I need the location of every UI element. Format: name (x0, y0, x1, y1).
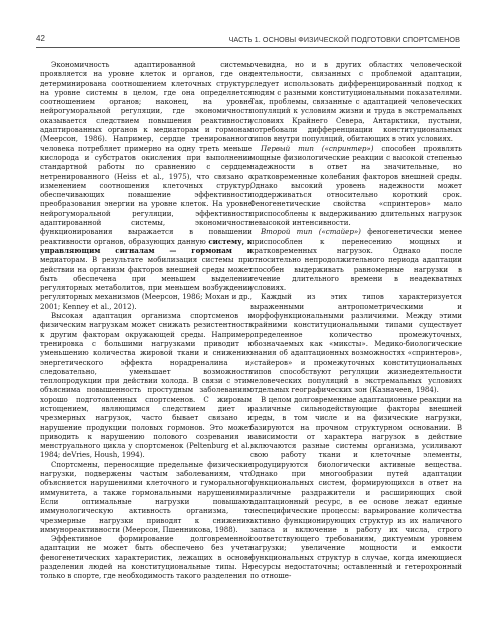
right-column (250, 60, 462, 581)
paragraph-text: способен проявлять мощные физиологические реакции с высокой степенью надежности в ответ на значительные, но кратковременные колебания факторов внешней среды. Однако высокий уровень надежности может поддерживаться относительно короткий срок. Феногенетические свойства «спринтеров» мало приспособлены к выдерживанию длительных нагрузок невысокой интенсивности. (250, 143, 463, 228)
header-rule (36, 47, 460, 48)
left-column (40, 60, 252, 581)
paragraph: Спортсмены, переносящие предельные физические нагрузки, подвержены частым заболеваниям, что объясняется нарушениями клеточного и гуморального иммунитета, а также гормональными нарушениями. Если оптимальные нагрузки повышают иммунологическую активность организма, то чрезмерные нагрузки приводят к снижению иммунореактивности (Меерсон, Пшенникова, 1988). (40, 459, 252, 534)
paragraph: Эффективное формирование долговременной адаптации не может быть обеспечено без учета феногенетических характеристик, лежащих в основе разделения людей на конституциональные типы. Не только в спорте, где необходимость такого разделения (40, 534, 252, 581)
type-heading: Второй тип («стайер») (261, 227, 361, 237)
emphasized-text: систему, к управляющим сигналам — гормонам и (40, 236, 252, 255)
paragraph (250, 144, 462, 228)
page-header (36, 34, 460, 48)
paragraph (40, 60, 252, 311)
type-heading: Первый тип («спринтер») (261, 143, 374, 153)
paragraph-text: феногенетически менее приспособлен к перенесению мощных и кратковременных нагрузок. Однако после относительно непродолжительного периода адаптации способен выдерживать равномерные нагрузки в течение длительного времени в неадекватных условиях. (250, 227, 462, 293)
paragraph: Каждый из этих типов характеризуется выраженными антропометрическими и морфофункциональными различиями. Между этими крайними конституциональными типами существует определенное количество промежуточных, обозначаемых как «миксты». Медико-биологические знания об адаптационных возможностях «спринтеров», «стайеров» и промежуточных конституциональных типов способствуют регуляции жизнедеятельности человеческих популяций в экстремальных условиях отдельных географических зон (Казначеев, 1984). (250, 292, 462, 395)
paragraph (250, 227, 462, 292)
paragraph: очевидна, но и в других областях человеческой деятельности, связанных с проблемой адаптации, следует использовать дифференцированный подход к людям с разными конституциональными показателями. Так, проблемы, связанные с адаптацией человеческих популяций к условиям жизни и труда в экстремальных условиях Крайнего Севера, Антарктики, пустыни, потребовали дифференциации конституциональных типов внутри популяций, обитающих в этих условиях. (250, 60, 462, 144)
running-head: ЧАСТЬ 1. ОСНОВЫ ФИЗИЧЕСКОЙ ПОДГОТОВКИ СПОРТСМЕНОВ (228, 35, 460, 44)
paragraph-text: медиаторам. В результате мобилизация системы при действии на организм факторов внешней среды может быть обеспечена при меньшем выделении регуляторных метаболитов, при меньшем возбуждении регуляторных механизмов (Меерсон, 1986; Мохан и др., 2001; Kenney et al., 2012). (40, 255, 252, 311)
page-number: 42 (36, 34, 45, 43)
paragraph: В целом долговременные адаптационные реакции на различные сильнодействующие факторы внешней среды, в том числе и на физические нагрузки, базируются на прочном структурном основании. В зависимости от характера нагрузок в действие включаются разные системы организма, усиливают свою работу ткани и клеточные элементы, продуцируются биологически активные вещества. Однако при многообразии путей адаптации функциональных систем, формирующихся в ответ на различные раздражители и расширяющих свой адаптационный ресурс, в ее основе лежат единые неспецифические процессы: варьирование количества активно функционирующих структур из их наличного запаса и включение в работу их числа, строго соответствующего требованиям, диктуемым уровнем нагрузки; увеличение мощности и емкости функциональных структур в случае, когда имеющиеся ресурсы недостаточны; оставленный и гетерохронный по отноше- (250, 394, 462, 581)
paragraph: Высокая адаптация организма спортсменов к физическим нагрузкам может снижать резистентность к другим факторам окружающей среды. Например, тренировка с большими нагрузками приводит к уменьшению количества жировой ткани и снижению энергетического эффекта норадреналина и, следовательно, уменьшает возможность теплопродукции при действии холода. В связи с этим объяснима повышенность простудным заболеваниям хорошо подготовленных спортсменов. С жировым истощением, являющимся следствием диет и чрезмерных нагрузок, часто бывает связано и нарушение продукции половых гормонов. Это может приводить к нарушению полового созревания и менструального цикла у спортсменок (Peltenburg et al., 1984; deVries, Housh, 1994). (40, 311, 252, 460)
paragraph-text: Экономичность адаптированной системы проявляется на уровне клеток и органов, где она детерминирована соотношением клеточных структур; на уровне системы в целом, где она определяется соотношением органов; наконец, на уровне нейрогуморальной регуляции, где экономичность оказывается следствием повышения реактивности адаптированных органов к медиаторам и гормонам (Меерсон, 1986). Например, сердце тренированного человека потребляет примерно на одну треть меньше кислорода и субстратов окисления при выполнении стандартной работы по сравнению с сердцем нетренированного (Heiss et al., 1975), что связано с изменением соотношения клеточных структур, обеспечивающих повышение эффективности преобразования энергии на уровне клеток. На уровне нейрогуморальной регуляции, эффективность адаптированной системы, экономичность функционирования выражается в повышении реактивности органов, образующих данную (40, 60, 252, 246)
